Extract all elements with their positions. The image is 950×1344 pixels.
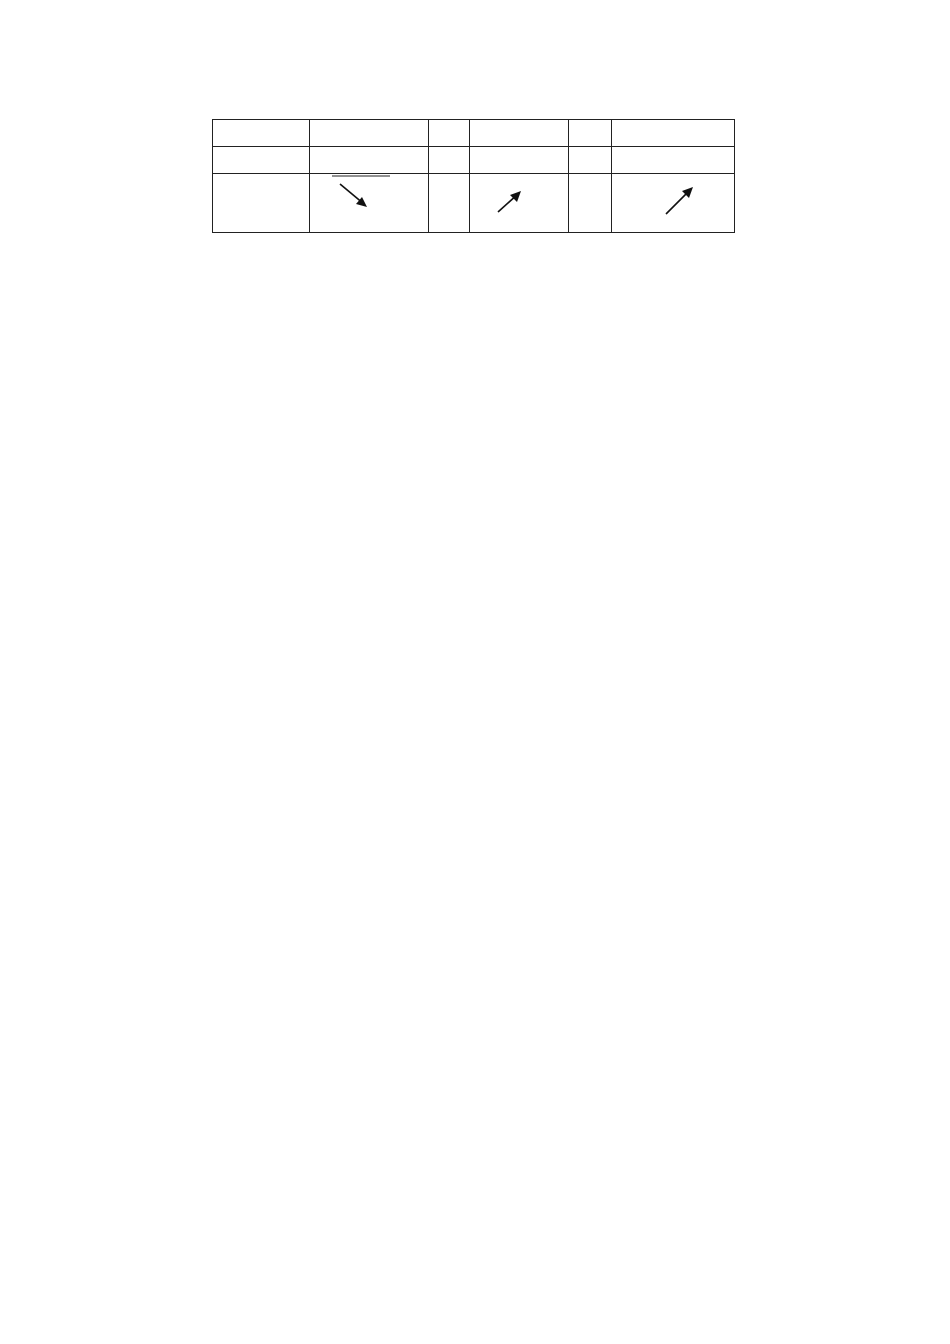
table-cell [213,120,310,147]
table-cell [470,120,569,147]
table-cell [429,120,470,147]
table-cell [310,147,429,174]
table-cell [612,120,735,147]
table-cell [569,147,612,174]
table-row [213,174,735,233]
table-cell [612,147,735,174]
decreasing-arrow-icon [310,174,428,232]
table-row [213,120,735,147]
table-cell [470,174,569,233]
table-cell [213,147,310,174]
table-row [213,147,735,174]
table-cell [429,147,470,174]
table-cell [569,120,612,147]
increasing-arrow-icon [612,174,734,232]
table-cell [310,120,429,147]
table-cell [429,174,470,233]
table-cell [310,174,429,233]
table-cell [612,174,735,233]
table-cell [569,174,612,233]
variation-table [212,119,735,233]
page-content [145,117,809,233]
table-cell [213,174,310,233]
increasing-arrow-icon [470,174,568,232]
table-cell [470,147,569,174]
